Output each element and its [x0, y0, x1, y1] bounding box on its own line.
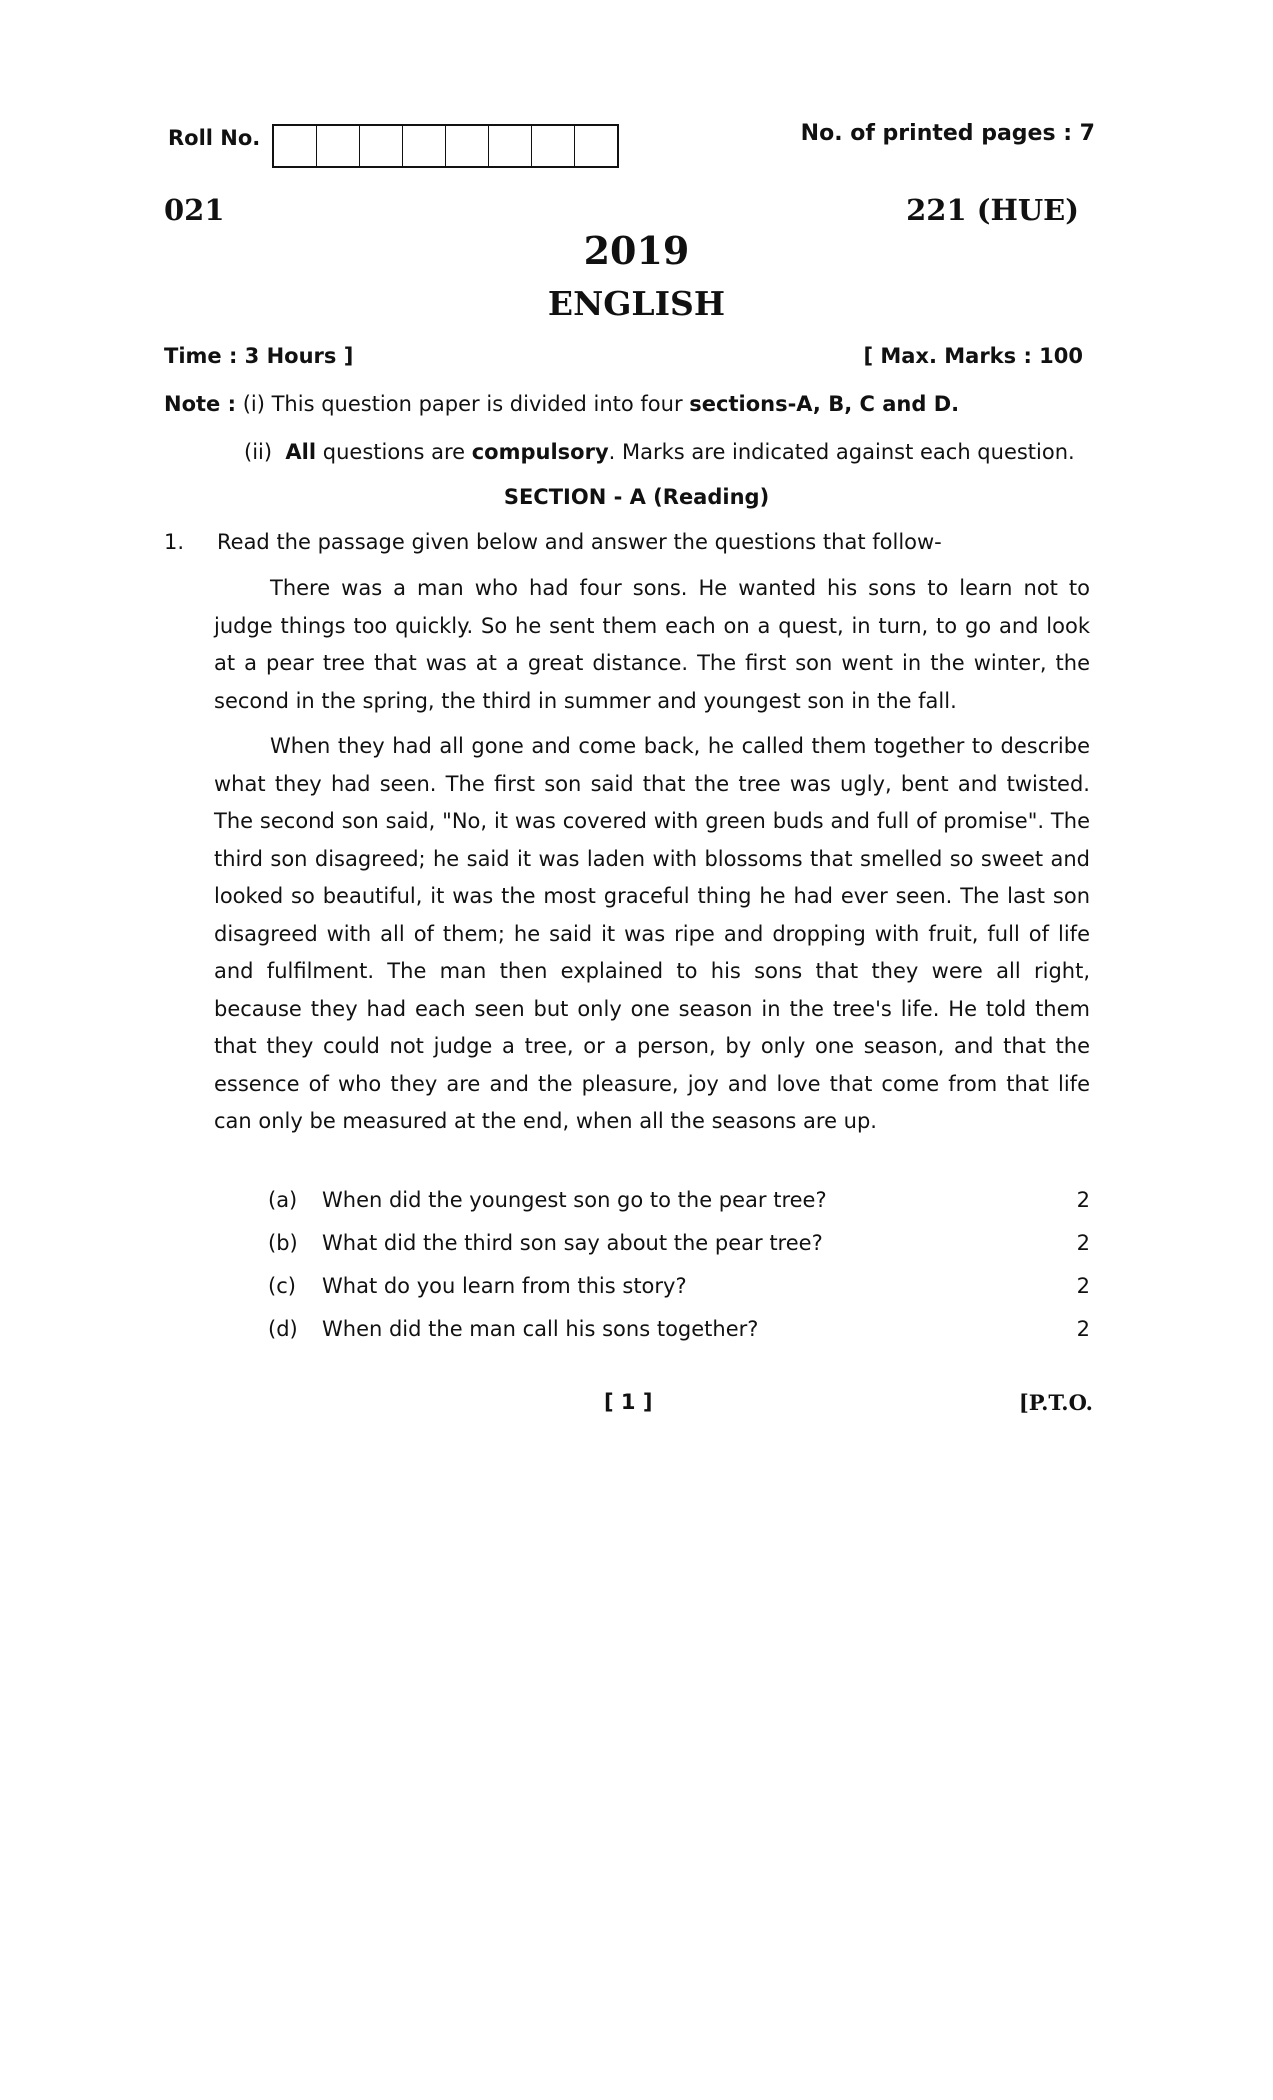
roll-digit-box[interactable]: [446, 126, 489, 166]
sub-question-marks: 2: [1076, 1188, 1090, 1212]
roll-digit-box[interactable]: [489, 126, 532, 166]
note-text: This question paper is divided into four: [271, 392, 690, 416]
note-text: . Marks are indicated against each question.: [608, 440, 1075, 464]
passage-paragraph-2: [214, 728, 1090, 1141]
note-compulsory: compulsory: [471, 440, 609, 464]
paper-code-right: 221 (HUE): [906, 193, 1079, 227]
roll-digit-box[interactable]: [532, 126, 575, 166]
paper-code-left: 021: [164, 193, 225, 227]
note-all: All: [285, 440, 317, 464]
sub-question-text: When did the man call his sons together?: [322, 1317, 759, 1341]
max-marks: [ Max. Marks : 100: [863, 344, 1083, 368]
note-line-2: [244, 440, 1075, 464]
sub-question-label: (c): [268, 1274, 296, 1298]
note-number: (i): [242, 392, 265, 416]
sub-question: [268, 1231, 1090, 1255]
subject-title: ENGLISH: [547, 284, 726, 323]
printed-pages-count: No. of printed pages : 7: [800, 121, 1095, 146]
question-number: 1.: [164, 530, 185, 554]
question-instruction: Read the passage given below and answer the questions that follow-: [217, 530, 942, 554]
roll-digit-box[interactable]: [575, 126, 617, 166]
sub-question: [268, 1317, 1090, 1341]
passage-text: There was a man who had four sons. He wanted his sons to learn not to judge things too quickly. So he sent them each on a quest, in turn, to go and look at a pear tree that was at a great distance. The first son went in the winter, the second in the spring, the third in summer and youngest son in the fall.: [214, 576, 1090, 713]
note-line-1: [164, 392, 959, 416]
sub-question-marks: 2: [1076, 1231, 1090, 1255]
roll-number-label: Roll No.: [168, 126, 261, 150]
sub-question-marks: 2: [1076, 1274, 1090, 1298]
roll-digit-box[interactable]: [274, 126, 317, 166]
sub-question-label: (a): [268, 1188, 298, 1212]
sub-question: [268, 1274, 1090, 1298]
sub-question-text: When did the youngest son go to the pear tree?: [322, 1188, 827, 1212]
roll-number-boxes[interactable]: [272, 124, 619, 168]
sub-question-marks: 2: [1076, 1317, 1090, 1341]
passage-text: When they had all gone and come back, he called them together to describe what they had seen. The first son said that the tree was ugly, bent and twisted. The second son said, "No, it was covered with green buds and full of promise". The third son disagreed; he said it was laden with blossoms that smelled so sweet and looked so beautiful, it was the most graceful thing he had ever seen. The last son disagreed with all of them; he said it was ripe and dropping with fruit, full of life and fulfilment. The man then explained to his sons that they were all right, because they had each seen but only one season in the tree's life. He told them that they could not judge a tree, or a person, by only one season, and that the essence of who they are and the pleasure, joy and love that come from that life can only be measured at the end, when all the seasons are up.: [214, 734, 1090, 1133]
sub-question: [268, 1188, 1090, 1212]
sub-question-label: (b): [268, 1231, 298, 1255]
note-sections: sections-A, B, C and D.: [689, 392, 960, 416]
exam-year: 2019: [583, 228, 690, 273]
please-turn-over: [P.T.O.: [1018, 1390, 1093, 1415]
section-title: SECTION - A (Reading): [503, 485, 770, 509]
sub-question-text: What do you learn from this story?: [322, 1274, 687, 1298]
passage-paragraph-1: [214, 570, 1090, 720]
note-text: questions are: [316, 440, 472, 464]
sub-question-text: What did the third son say about the pear tree?: [322, 1231, 823, 1255]
sub-question-label: (d): [268, 1317, 298, 1341]
roll-digit-box[interactable]: [403, 126, 446, 166]
time-allowed: Time : 3 Hours ]: [164, 344, 354, 368]
note-prefix: Note :: [164, 392, 236, 416]
roll-digit-box[interactable]: [360, 126, 403, 166]
note-number: (ii): [244, 440, 273, 464]
roll-digit-box[interactable]: [317, 126, 360, 166]
page-number: [ 1 ]: [604, 1390, 653, 1414]
